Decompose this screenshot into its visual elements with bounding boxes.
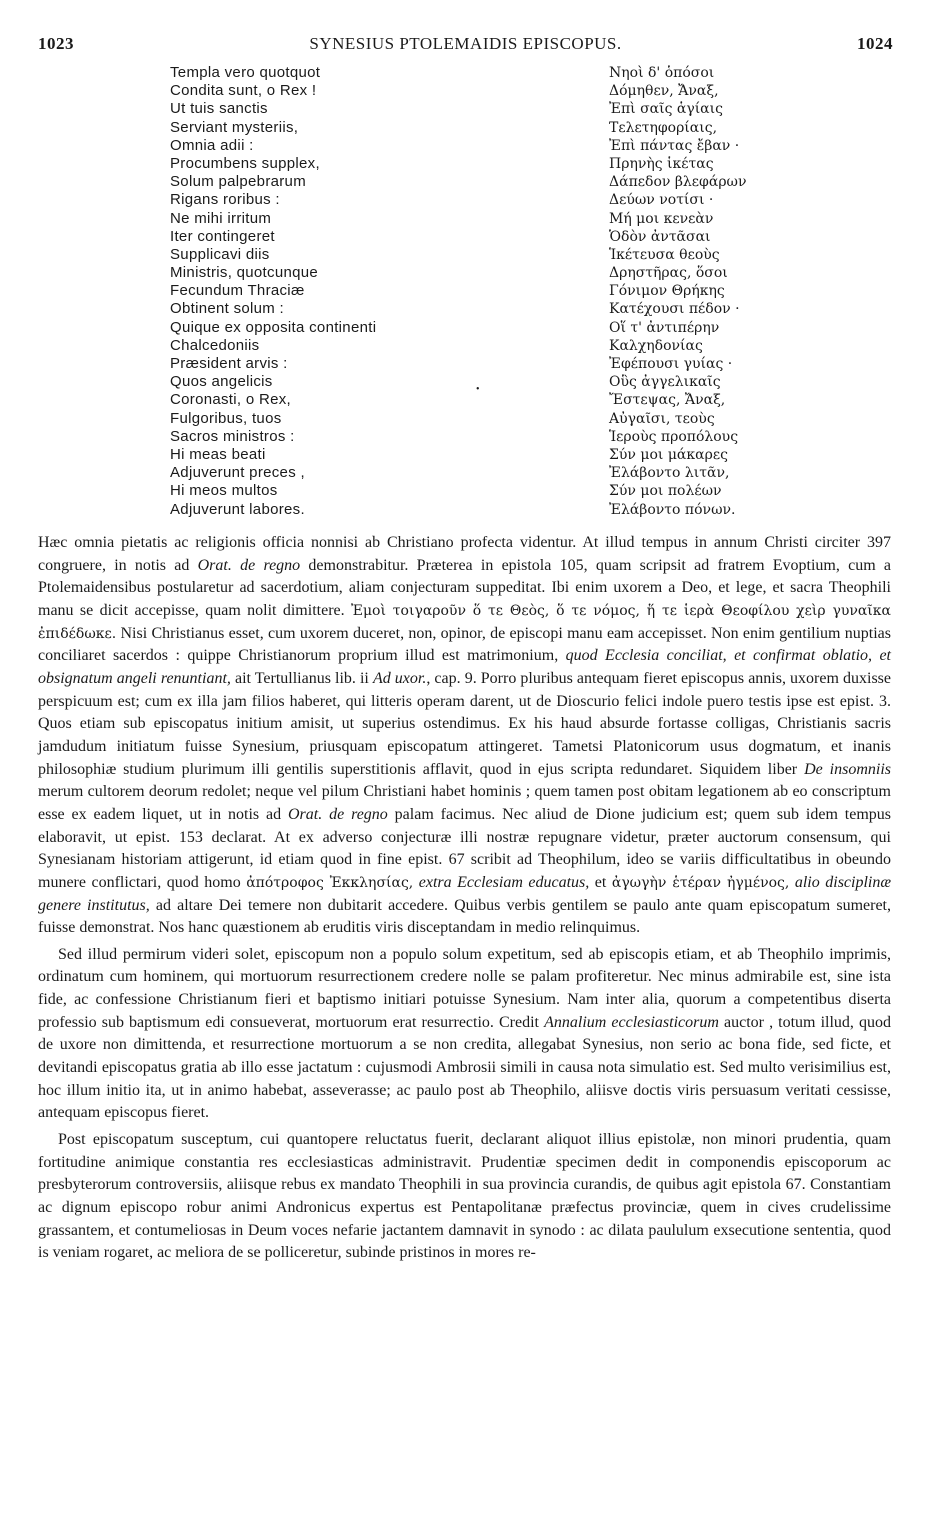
p1-text-8: et (589, 873, 612, 891)
p1-greek-quote: Ἐμοὶ τοιγαροῦν ὅ τε Θεὸς, ὅ τε νόμος, ἥ τε ἱερὰ Θεοφίλου χεὶρ γυναῖκα ἐπιδέδωκε. (38, 602, 892, 642)
print-speck: • (476, 384, 480, 395)
p2-text-1: Sed illud permirum videri solet, episcopum non a populo solum expetitum, sed ab episcopis etiam, et ab Theophilo imprimis, ordinatum cum hominem, qui mortuorum resurrectionem credere nolle se palam profiteretur. Nec minus admirabile est, sine ista fide, ac confessione Christianum fieri et baptismo initiari potuisse Synesium. Nam inter alia, quorum a competentibus diserta professio sub baptismum edi consueverat, mortuorum erat resurrectio. Credit (38, 945, 891, 1031)
latin-verse-line: Procumbens supplex, (170, 154, 320, 172)
p1-tertullian-quote: quod Ecclesia conciliat, et confirmat oblatio, et obsignatum angeli renuntiant, (38, 647, 892, 687)
greek-verse-line: Αὐγαῖσι, τεοὺς (609, 410, 715, 427)
greek-verse-line: Ὁδὸν ἀντᾶσαι (609, 228, 711, 245)
p2-text-2: auctor , totum illud, quod de uxore non dimittenda, et resurrectione mortuorum a se non credita, allegabat Synesius, non serio ac bona fide, sed ficte, et devitandi episcopatus gratia ab illo esse jactatum : cujusmodi Ambrosii simili in causa nota simulatio est. Sed multo verisimilius est, hoc illum initio ita, ut in animo habebat, asseverasse; ac paulo post ab Theophilo, aliisve doctis viris persuasum veritati cessisse, antequam episcopus fieret. (38, 1013, 891, 1122)
p1-text-5: , cap. 9. Porro pluribus antequam fieret episcopus annis, uxorem duxisse perspicuum est; cum ex illa jam filios haberet, qui litteris operam darent, ut de Dioscurio felici indole puero testis ipse est epist. 3. Quos etiam sub episcopatus initium amisit, ut superius ostendimus. Ex his haud absurde fortasse colligas, Christianis sacris jamdudum initiatum fuisse Synesium, priusquam episcopatum attingeret. Tametsi Platonicorum usus dogmatum, et inanis philosophiæ studium plurimum illi gentilis superstitionis afflavit, quod in ejus scripta redundaret. Siquidem liber (38, 669, 892, 778)
latin-verse-line: Ut tuis sanctis (170, 100, 268, 118)
greek-verse-line: Νηοὶ δ' ὁπόσοι (609, 65, 715, 81)
greek-verse-line: Ἐφέπουσι γυίας · (609, 356, 733, 372)
p2-work-title: Annalium ecclesiasticorum (544, 1013, 719, 1031)
greek-verse-line: Ἐλάβοντο πόνων. (609, 501, 736, 518)
p1-text-3: Nisi Christianus esset, cum uxorem duceret, non, opinor, de episcopi manu eam accepisset. Non enim gentilium nuptias conciliaret sacerdos : quippe Christianorum proprium illud est matrimonium, (38, 624, 891, 665)
p3-text-1: Post episcopatum susceptum, cui quantopere reluctatus fuerit, declarant aliquot illius epistolæ, non minori prudentia, quam fortitudine animique constantia res ecclesiasticas administravit. Prudentiæ specimen dedit in componendis episcoporum ac presbyterorum controversiis, aliisque rebus ex mandato Theophili in sua provincia curandis, de quibus agit epistola 67. Constantiam ac dignum episcopo robur animi Andronicus expertus est Pentapolitanæ præfectus provinciæ, quem in cives crudelissime grassantem, et contumeliosas in Deum voces nefarie jactantem damnavit in synodo : ac dilata paululum exsecutione sententia, quod is veniam rogaret, ac meliora de se polliceretur, subinde pristinos in mores re- (38, 1131, 891, 1262)
latin-verse-line: Supplicavi diis (170, 245, 270, 263)
p1-greek-term-2: ἀγωγὴν ἑτέραν ἠγμένος, (611, 874, 790, 891)
p1-work-title-2: Ad uxor. (372, 669, 427, 687)
paragraph-3 (38, 1129, 891, 1265)
greek-verse-line: Ἐλάβοντο λιτᾶν, (609, 465, 730, 482)
latin-verse-line: Iter contingeret (170, 227, 275, 245)
greek-verse-line: Σύν μοι πολέων (609, 483, 722, 500)
latin-verse-line: Omnia adii : (170, 136, 254, 154)
greek-verse-line: Τελετηφορίαις, (609, 119, 718, 136)
greek-verse-line: Ἱκέτευσα θεοὺς (609, 246, 720, 263)
greek-verse-line: Κατέχουσι πέδον · (609, 301, 740, 318)
latin-verse-line: Fecundum Thraciæ (170, 282, 305, 300)
greek-verse-line: Πρηνὴς ἱκέτας (609, 155, 714, 172)
p1-latin-gloss-1: extra Ecclesiam educatus, (418, 873, 590, 891)
greek-verse-line: Ἐπὶ σαῖς ἁγίαις (609, 101, 723, 118)
page-number-right: 1024 (857, 34, 893, 53)
running-title: SYNESIUS PTOLEMAIDIS EPISCOPUS. (309, 34, 622, 53)
paragraph-1 (38, 532, 891, 940)
p1-greek-term-1: ἀπότροφος Ἐκκλησίας, (246, 874, 414, 891)
latin-verse-line: Hi meas beati (170, 445, 266, 463)
latin-verse-line: Quique ex opposita continenti (170, 318, 377, 336)
greek-verse-line: Δάπεδον βλεφάρων (609, 174, 747, 191)
latin-verse-line: Coronasti, o Rex, (170, 391, 291, 409)
p1-text-9: ad altare Dei temere non dubitarit accedere. Quibus verbis gentilem se paulo ante quam episcopatum sumeret, fuisse demonstrat. Nos hanc quæstionem ab eruditis viris disceptandam in medio relinquimus. (38, 896, 892, 937)
greek-verse-line: Δόμηθεν, Ἄναξ, (609, 83, 719, 100)
latin-verse-line: Hi meos multos (170, 482, 278, 500)
latin-verse-line: Adjuverunt labores. (170, 500, 305, 518)
greek-verse-line: Γόνιμον Θρήκης (609, 283, 725, 300)
p1-text-4: ait Tertullianus lib. ii (230, 669, 373, 687)
latin-verse-line: Chalcedoniis (170, 336, 260, 354)
p1-text-1: Hæc omnia pietatis ac religionis officia nonnisi ab Christiano profecta videntur. At illud tempus in annum Christi circiter 397 congruere, in notis ad (38, 534, 891, 574)
greek-verse-line: Σύν μοι μάκαρες (609, 446, 728, 463)
page-number-left: 1023 (38, 34, 74, 53)
greek-verse-line: Δρηστῆρας, ὅσοι (609, 265, 728, 282)
greek-verse-line: Ἔστεψας, Ἄναξ, (609, 392, 726, 409)
latin-verse-line: Rigans roribus : (170, 191, 280, 209)
greek-verse-line: Οἵ τ' ἀντιπέρην (609, 319, 720, 336)
p1-work-title-3: De insomniis (804, 760, 892, 778)
latin-verse-line: Sacros ministros : (170, 427, 295, 445)
greek-verse-line: Οὓς ἀγγελικαῖς (609, 374, 721, 391)
latin-verse-line: Ne mihi irritum (170, 209, 272, 227)
latin-verse-line: Solum palpebrarum (170, 173, 306, 191)
latin-verse-column (170, 64, 490, 519)
latin-verse-line: Quos angelicis (170, 373, 273, 391)
greek-verse-line: Ἱεροὺς προπόλους (609, 428, 739, 445)
paragraph-2 (38, 944, 891, 1125)
greek-verse-line: Ἐπὶ πάντας ἔβαν · (609, 137, 740, 154)
greek-verse-column (609, 64, 849, 519)
greek-verse-line: Μή μοι κενεὰν (609, 210, 714, 227)
latin-verse-line: Ministris, quotcunque (170, 264, 319, 282)
p1-latin-gloss-2: alio disciplinæ genere institutus, (38, 873, 892, 914)
commentary-text (38, 532, 891, 1269)
latin-verse-line: Præsident arvis : (170, 355, 288, 372)
p1-text-7: palam facimus. Nec aliud de Dione judicium est; quem sub idem tempus elaboravit, ut epist. 153 declarat. At ex adverso conjecturæ illi nostræ repugnare videtur, præter auctorum consensum, qui Synesianam historiam attigerunt, id etiam quod in fine epist. 67 scribit ad Theophilum, ideo se variis difficultatibus in obeundo munere conflictari, quod homo (38, 805, 892, 891)
p1-work-title-4: Orat. de regno (288, 805, 388, 823)
latin-verse-line: Condita sunt, o Rex ! (170, 82, 317, 100)
greek-verse-line: Καλχηδονίας (609, 337, 703, 354)
latin-verse-line: Fulgoribus, tuos (170, 409, 282, 427)
p1-text-6: merum cultorem deorum redolet; neque vel pilum Christiani habet hominis ; quem tamen post obitam legationem ab eo conscriptum esse ex eadem liquet, ut in notis ad (38, 783, 891, 823)
latin-verse-line: Adjuverunt preces , (170, 464, 305, 482)
latin-verse-line: Templa vero quotquot (170, 64, 321, 81)
running-header (38, 34, 893, 58)
p1-work-title-1: Orat. de regno (197, 556, 301, 574)
p1-text-2: demonstrabitur. Præterea in epistola 105, quam scripsit ad fratrem Evoptium, cum a Ptolemaidensibus postularetur ad sacerdotium, aliam conjecturam suppeditat. Ibi enim uxorem a Deo, et lege, et sacra Theophili manu se dicit accepisse, quam nolit dimittere. (38, 556, 892, 619)
latin-verse-line: Obtinent solum : (170, 300, 285, 318)
greek-verse-line: Δεύων νοτίσι · (609, 192, 714, 209)
latin-verse-line: Serviant mysteriis, (170, 118, 299, 136)
